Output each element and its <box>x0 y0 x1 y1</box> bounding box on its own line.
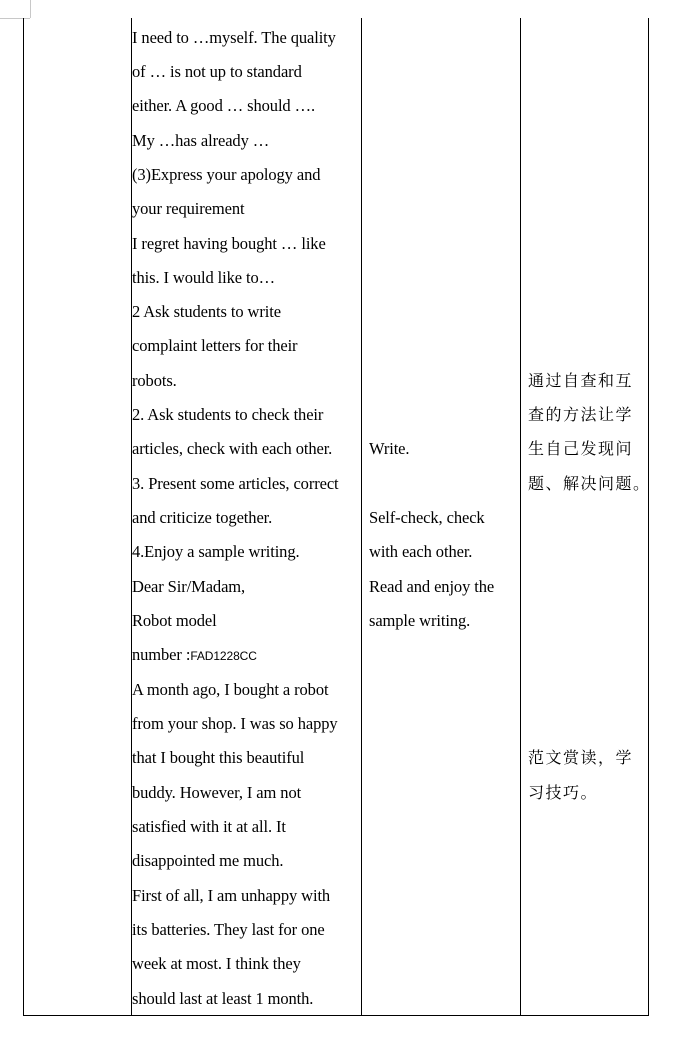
procedure-line: its batteries. They last for one <box>132 920 325 939</box>
column-divider <box>520 18 521 1015</box>
activity-read: Read and enjoy the <box>369 577 495 596</box>
purpose-cell <box>528 18 650 1015</box>
procedure-line: either. A good … should …. <box>132 96 316 115</box>
procedure-line: buddy. However, I am not <box>132 783 302 802</box>
procedure-line-model-number <box>132 645 257 666</box>
procedure-line: 3. Present some articles, correct <box>132 474 339 493</box>
procedure-line: First of all, I am unhappy with <box>132 886 331 905</box>
purpose-text: 习技巧。 <box>528 783 599 802</box>
purpose-text: 生自己发现问 <box>528 439 634 458</box>
page-corner-mark-vertical <box>30 0 31 18</box>
procedure-line: articles, check with each other. <box>132 439 333 458</box>
procedure-line: I need to …myself. The quality <box>132 28 336 47</box>
procedure-line: that I bought this beautiful <box>132 748 305 767</box>
procedure-line: complaint letters for their <box>132 336 298 355</box>
activity-write: Write. <box>369 439 410 458</box>
procedure-line: Robot model <box>132 611 217 630</box>
procedure-line: A month ago, I bought a robot <box>132 680 329 699</box>
procedure-line: of … is not up to standard <box>132 62 302 81</box>
procedure-line: this. I would like to… <box>132 268 276 287</box>
procedure-line: My …has already … <box>132 131 270 150</box>
procedure-line: satisfied with it at all. It <box>132 817 286 836</box>
activity-read: sample writing. <box>369 611 471 630</box>
procedure-line: I regret having bought … like <box>132 234 326 253</box>
procedure-line: 2 Ask students to write <box>132 302 281 321</box>
procedure-line: should last at least 1 month. <box>132 989 314 1008</box>
procedure-line: 4.Enjoy a sample writing. <box>132 542 300 561</box>
procedure-line: week at most. I think they <box>132 954 301 973</box>
purpose-text: 查的方法让学 <box>528 405 634 424</box>
purpose-text: 范文赏读，学 <box>528 748 634 767</box>
procedure-line: (3)Express your apology and <box>132 165 321 184</box>
procedure-line: from your shop. I was so happy <box>132 714 338 733</box>
activity-self-check: Self-check, check <box>369 508 485 527</box>
procedure-line: disappointed me much. <box>132 851 284 870</box>
procedure-line: and criticize together. <box>132 508 273 527</box>
procedure-line: Dear Sir/Madam, <box>132 577 246 596</box>
column-divider <box>361 18 362 1015</box>
model-number-label: number : <box>132 645 191 664</box>
purpose-text: 题、解决问题。 <box>528 474 651 493</box>
activity-cell <box>369 18 519 1015</box>
activity-self-check: with each other. <box>369 542 473 561</box>
procedure-line: your requirement <box>132 199 245 218</box>
procedure-line: robots. <box>132 371 177 390</box>
lesson-plan-table <box>23 18 649 1016</box>
purpose-text: 通过自查和互 <box>528 371 634 390</box>
procedure-line: 2. Ask students to check their <box>132 405 324 424</box>
model-number-code: FAD1228CC <box>190 649 257 663</box>
procedure-cell <box>132 18 360 1015</box>
